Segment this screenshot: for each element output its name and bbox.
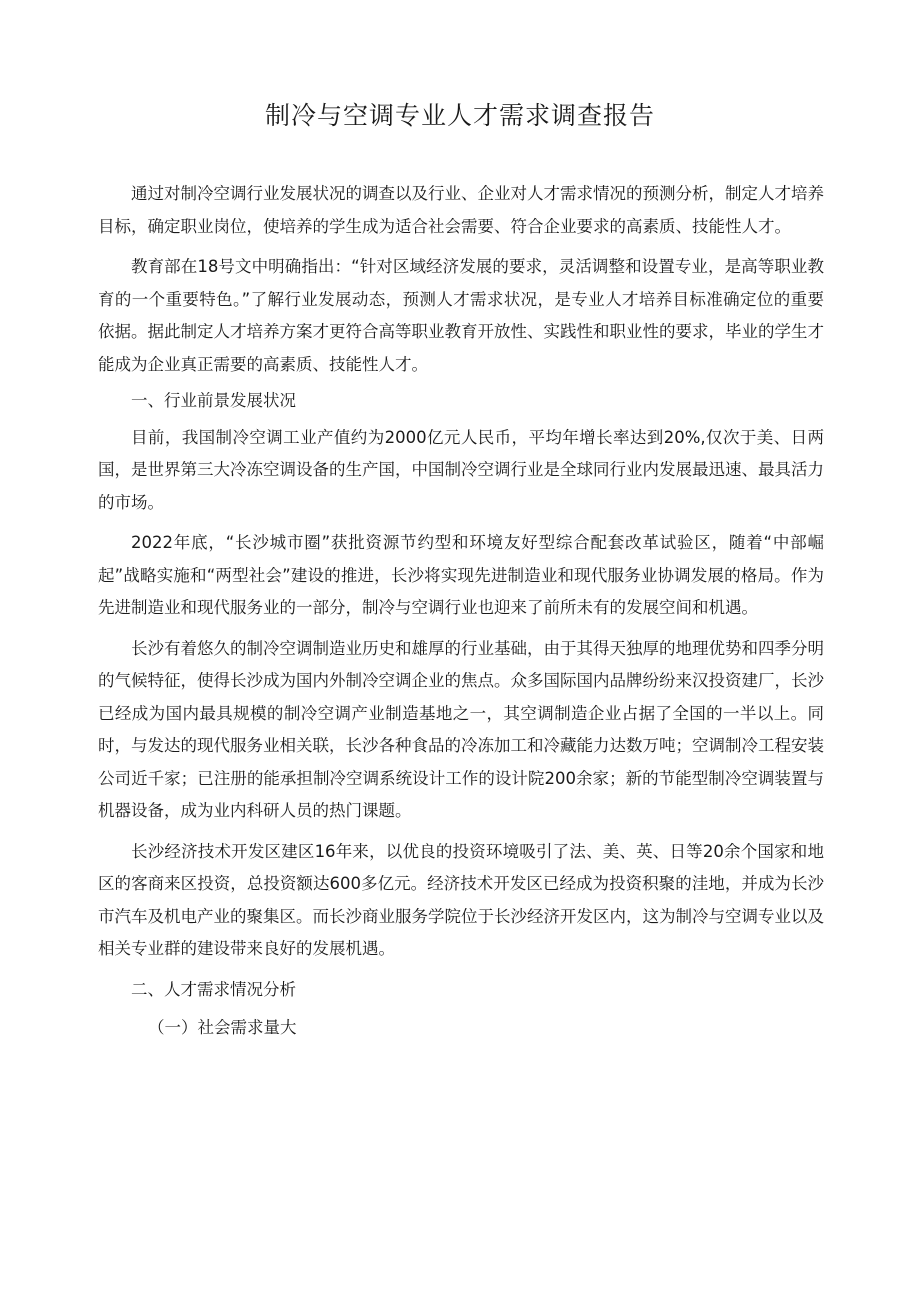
section-2-heading: 二、人才需求情况分析 bbox=[131, 979, 296, 999]
paragraph-intro-1: 通过对制冷空调行业发展状况的调查以及行业、企业对人才需求情况的预测分析，制定人才培养目标，确定职业岗位，使培养的学生成为适合社会需要、符合企业要求的高素质、技能性人才。 bbox=[98, 184, 824, 236]
paragraph-section-1-2: 2022年底，“长沙城市圈”获批资源节约型和环境友好型综合配套改革试验区，随着“中部崛起”战略实施和“两型社会”建设的推进，长沙将实现先进制造业和现代服务业协调发展的格局。作为先进制造业和现代服务业的一部分，制冷与空调行业也迎来了前所未有的发展空间和机遇。 bbox=[98, 533, 824, 617]
section-1-heading: 一、行业前景发展状况 bbox=[131, 391, 296, 410]
section-2-subheading-1: （一）社会需求量大 bbox=[148, 1018, 297, 1037]
paragraph-intro-2: 教育部在18号文中明确指出：“针对区域经济发展的要求，灵活调整和设置专业，是高等职业教育的一个重要特色。”了解行业发展动态，预测人才需求状况，是专业人才培养目标准确定位的重要依据。据此制定人才培养方案才更符合高等职业教育开放性、实践性和职业性的要求，毕业的学生才能成为企业真正需要的高素质、技能性人才。 bbox=[98, 257, 824, 374]
paragraph-section-1-3: 长沙有着悠久的制冷空调制造业历史和雄厚的行业基础，由于其得天独厚的地理优势和四季分明的气候特征，使得长沙成为国内外制冷空调企业的焦点。众多国际国内品牌纷纷来汉投资建厂，长沙已经成为国内最具规模的制冷空调产业制造基地之一，其空调制造企业占据了全国的一半以上。同时，与发达的现代服务业相关联，长沙各种食品的冷冻加工和冷藏能力达数万吨；空调制冷工程安装公司近千家；已注册的能承担制冷空调系统设计工作的设计院200余家；新的节能型制冷空调装置与机器设备，成为业内科研人员的热门课题。 bbox=[98, 638, 824, 820]
paragraph-section-1-4: 长沙经济技术开发区建区16年来，以优良的投资环境吸引了法、美、英、日等20余个国家和地区的客商来区投资，总投资额达600多亿元。经济技术开发区已经成为投资积聚的洼地，并成为长沙市汽车及机电产业的聚集区。而长沙商业服务学院位于长沙经济开发区内，这为制冷与空调专业以及相关专业群的建设带来良好的发展机遇。 bbox=[98, 841, 824, 958]
paragraph-section-1-1: 目前，我国制冷空调工业产值约为2000亿元人民币，平均年增长率达到20%,仅次于美、日两国，是世界第三大冷冻空调设备的生产国，中国制冷空调行业是全球同行业内发展最迅速、最具活力的市场。 bbox=[98, 427, 824, 512]
document-title: 制冷与空调专业人才需求调查报告 bbox=[264, 101, 655, 130]
document-body bbox=[98, 178, 824, 1045]
